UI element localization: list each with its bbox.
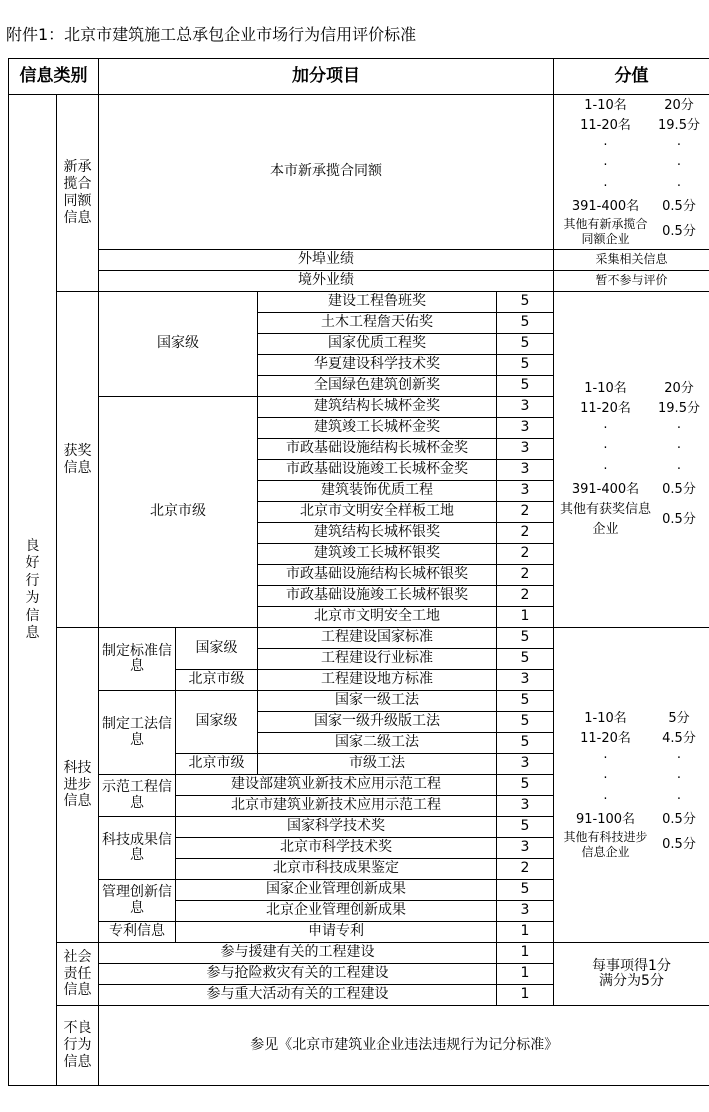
contract-score-value: · [676, 158, 682, 174]
award-item: 建筑竣工长城杯银奖 [258, 544, 497, 565]
award-item: 市政基础设施竣工长城杯银奖 [258, 586, 497, 607]
tech-item: 市级工法 [258, 754, 497, 775]
award-item: 市政基础设施结构长城杯金奖 [258, 439, 497, 460]
page-title: 附件1：北京市建筑施工总承包企业市场行为信用评价标准 [6, 25, 417, 44]
tech-method-beijing: 北京市级 [176, 754, 258, 775]
tech-score-row [558, 749, 705, 769]
tech-item-score: 2 [497, 859, 554, 880]
contract-score-rank: · [603, 158, 608, 174]
tech-item-score: 3 [497, 796, 554, 817]
tech-item-score: 3 [497, 670, 554, 691]
social-item-score: 1 [497, 985, 554, 1006]
award-item: 国家优质工程奖 [258, 334, 497, 355]
award-item: 土木工程詹天佑奖 [258, 313, 497, 334]
award-score-value: 19.5分 [658, 401, 700, 417]
tech-result-label: 科技成果信息 [99, 817, 176, 880]
award-score-rank: · [603, 461, 608, 477]
award-item: 北京市文明安全工地 [258, 607, 497, 628]
award-score-row [558, 419, 705, 439]
tech-score-value: · [676, 771, 682, 787]
abroad-score: 暂不参与评价 [554, 271, 709, 292]
social-score-block [554, 943, 709, 1006]
tech-score-block [554, 628, 709, 943]
tech-patent-label: 专利信息 [99, 922, 176, 943]
contract-score-rank: 其他有新承揽合同额企业 [563, 216, 648, 247]
award-item: 华夏建设科学技术奖 [258, 355, 497, 376]
award-item: 建筑装饰优质工程 [258, 481, 497, 502]
tech-score-value: · [676, 791, 682, 807]
contract-item: 本市新承揽合同额 [99, 95, 554, 250]
tech-method-national: 国家级 [176, 691, 258, 754]
tech-item-score: 5 [497, 775, 554, 796]
award-score-rank: 1-10名 [584, 380, 627, 396]
tech-score-value: · [676, 751, 682, 767]
award-score-row [558, 399, 705, 419]
tech-category-label: 科技进步信息 [57, 628, 99, 943]
tech-score-value: 0.5分 [662, 811, 696, 827]
contract-score-row [558, 116, 705, 136]
award-item-score: 5 [497, 334, 554, 355]
tech-item: 建设部建筑业新技术应用示范工程 [176, 775, 497, 796]
tech-item: 国家二级工法 [258, 733, 497, 754]
social-score-line1: 每事项得1分 [592, 957, 671, 974]
tech-item: 工程建设地方标准 [258, 670, 497, 691]
award-item-score: 2 [497, 544, 554, 565]
award-score-rank: · [603, 421, 608, 437]
award-score-rank: 11-20名 [580, 401, 631, 417]
contract-score-rank: 1-10名 [584, 97, 627, 113]
award-score-rank: · [603, 441, 608, 457]
tech-item-score: 3 [497, 838, 554, 859]
tech-score-row [558, 810, 705, 830]
contract-score-rank: · [603, 138, 608, 154]
award-score-value: 0.5分 [662, 511, 696, 527]
award-item-score: 3 [497, 418, 554, 439]
bad-behavior-label: 不良行为信息 [57, 1006, 99, 1086]
contract-score-value: · [676, 138, 682, 154]
contract-score-block [554, 95, 709, 250]
tech-score-row [558, 830, 705, 861]
tech-item-score: 5 [497, 880, 554, 901]
tech-score-rank: · [603, 751, 608, 767]
award-item-score: 3 [497, 439, 554, 460]
award-score-row [558, 500, 705, 540]
award-item-score: 3 [497, 397, 554, 418]
contract-score-row [558, 136, 705, 156]
tech-score-rank: 1-10名 [584, 710, 627, 726]
tech-score-value: 5分 [668, 710, 690, 726]
award-score-value: · [676, 461, 682, 477]
award-item-score: 5 [497, 355, 554, 376]
award-item-score: 3 [497, 481, 554, 502]
tech-score-row [558, 790, 705, 810]
award-score-row [558, 460, 705, 480]
tech-item: 工程建设行业标准 [258, 649, 497, 670]
tech-score-rank: · [603, 771, 608, 787]
contract-score-row [558, 96, 705, 116]
tech-standard-label: 制定标准信息 [99, 628, 176, 691]
tech-score-rank: · [603, 791, 608, 807]
contract-score-row [558, 217, 705, 248]
social-score-line2: 满分为5分 [599, 973, 664, 989]
award-score-value: 20分 [664, 380, 694, 396]
header-score: 分值 [554, 59, 709, 95]
header-item: 加分项目 [99, 59, 554, 95]
contract-score-row [558, 197, 705, 217]
award-item-score: 1 [497, 607, 554, 628]
award-score-row [558, 480, 705, 500]
tech-standard-national: 国家级 [176, 628, 258, 670]
tech-item: 北京企业管理创新成果 [176, 901, 497, 922]
tech-item-score: 3 [497, 901, 554, 922]
tech-method-label: 制定工法信息 [99, 691, 176, 775]
award-beijing-label: 北京市级 [99, 397, 258, 628]
tech-item-score: 5 [497, 628, 554, 649]
award-item: 建筑竣工长城杯金奖 [258, 418, 497, 439]
good-behavior-label: 良好行为信息 [9, 95, 57, 1086]
contract-score-value: 20分 [664, 97, 694, 113]
contract-score-value: 0.5分 [662, 198, 696, 214]
tech-item: 国家企业管理创新成果 [176, 880, 497, 901]
award-score-block [554, 292, 709, 628]
tech-item-score: 5 [497, 691, 554, 712]
abroad-performance: 境外业绩 [99, 271, 554, 292]
contract-score-row [558, 156, 705, 176]
tech-score-rank: 11-20名 [580, 731, 631, 747]
tech-score-value: 4.5分 [662, 731, 696, 747]
award-national-label: 国家级 [99, 292, 258, 397]
award-item-score: 5 [497, 313, 554, 334]
contract-category-label: 新承揽合同额信息 [57, 95, 99, 292]
award-item: 建筑结构长城杯金奖 [258, 397, 497, 418]
tech-item: 国家一级升级版工法 [258, 712, 497, 733]
award-item: 市政基础设施结构长城杯银奖 [258, 565, 497, 586]
award-item: 建筑结构长城杯银奖 [258, 523, 497, 544]
tech-item-score: 5 [497, 712, 554, 733]
tech-item: 北京市科学技术奖 [176, 838, 497, 859]
contract-score-value: · [676, 178, 682, 194]
social-item: 参与抢险救灾有关的工程建设 [99, 964, 497, 985]
award-item: 全国绿色建筑创新奖 [258, 376, 497, 397]
tech-score-row [558, 769, 705, 789]
outside-performance: 外埠业绩 [99, 250, 554, 271]
header-category: 信息类别 [9, 59, 99, 95]
tech-score-row [558, 709, 705, 729]
award-item-score: 2 [497, 586, 554, 607]
award-item-score: 3 [497, 460, 554, 481]
tech-score-rank: 91-100名 [575, 811, 636, 827]
award-score-row [558, 379, 705, 399]
award-item: 建设工程鲁班奖 [258, 292, 497, 313]
tech-item: 工程建设国家标准 [258, 628, 497, 649]
tech-mgmt-label: 管理创新信息 [99, 880, 176, 922]
tech-item: 申请专利 [176, 922, 497, 943]
tech-score-value: 0.5分 [662, 837, 696, 853]
credit-standard-table [8, 58, 709, 1086]
social-item-score: 1 [497, 943, 554, 964]
contract-score-value: 0.5分 [662, 224, 696, 240]
award-score-rank: 391-400名 [571, 481, 640, 497]
tech-standard-beijing: 北京市级 [176, 670, 258, 691]
contract-score-rank: · [603, 178, 608, 194]
award-item-score: 5 [497, 376, 554, 397]
tech-item-score: 1 [497, 922, 554, 943]
tech-score-rank: 其他有科技进步信息企业 [563, 829, 648, 860]
bad-behavior-text: 参见《北京市建筑业企业违法违规行为记分标准》 [99, 1006, 709, 1086]
award-item-score: 2 [497, 565, 554, 586]
social-category-label: 社会责任信息 [57, 943, 99, 1006]
social-item: 参与援建有关的工程建设 [99, 943, 497, 964]
tech-item: 北京市建筑业新技术应用示范工程 [176, 796, 497, 817]
award-score-row [558, 439, 705, 459]
tech-demo-label: 示范工程信息 [99, 775, 176, 817]
social-item: 参与重大活动有关的工程建设 [99, 985, 497, 1006]
award-category-label: 获奖信息 [57, 292, 99, 628]
award-score-rank: 其他有获奖信息企业 [559, 501, 651, 537]
tech-item-score: 5 [497, 817, 554, 838]
award-item-score: 2 [497, 502, 554, 523]
social-item-score: 1 [497, 964, 554, 985]
award-score-value: · [676, 421, 682, 437]
tech-item-score: 5 [497, 649, 554, 670]
tech-item: 国家科学技术奖 [176, 817, 497, 838]
award-item: 北京市文明安全样板工地 [258, 502, 497, 523]
tech-item-score: 5 [497, 733, 554, 754]
contract-score-rank: 11-20名 [580, 118, 631, 134]
contract-score-row [558, 177, 705, 197]
tech-item: 北京市科技成果鉴定 [176, 859, 497, 880]
contract-score-rank: 391-400名 [571, 198, 640, 214]
outside-score: 采集相关信息 [554, 250, 709, 271]
award-item: 市政基础设施竣工长城杯金奖 [258, 460, 497, 481]
award-item-score: 5 [497, 292, 554, 313]
tech-score-row [558, 729, 705, 749]
award-item-score: 2 [497, 523, 554, 544]
contract-score-value: 19.5分 [658, 118, 700, 134]
award-score-value: 0.5分 [662, 481, 696, 497]
award-score-value: · [676, 441, 682, 457]
tech-item: 国家一级工法 [258, 691, 497, 712]
tech-item-score: 3 [497, 754, 554, 775]
